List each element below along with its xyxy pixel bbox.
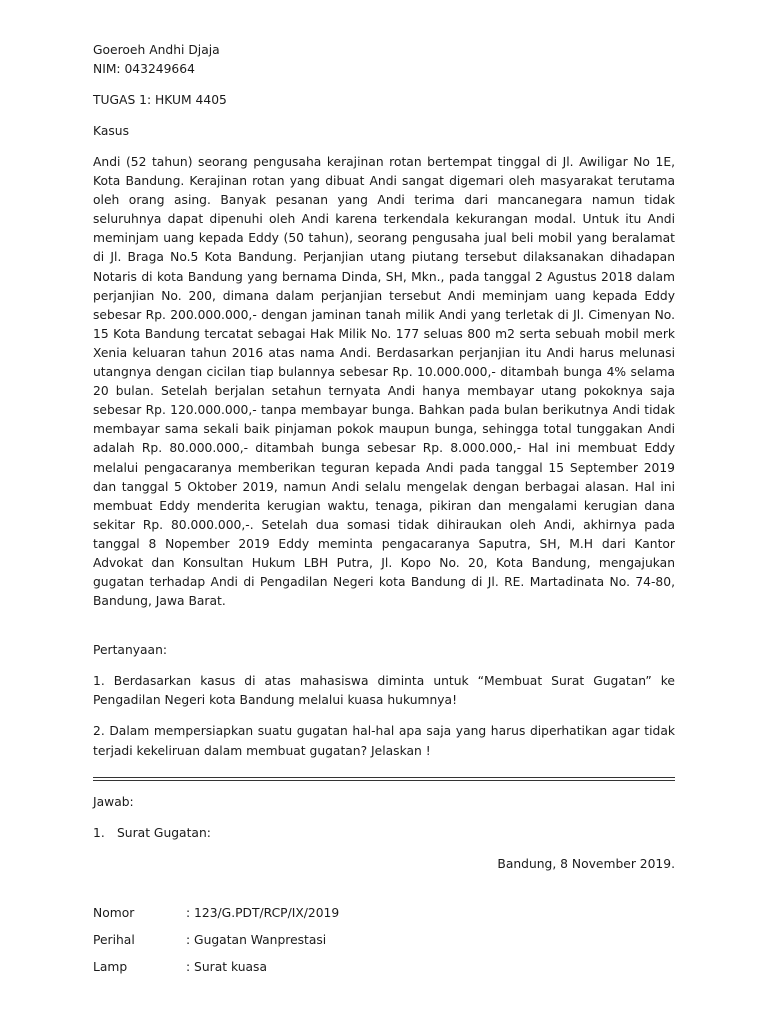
spacer [93, 950, 675, 958]
spacer [93, 110, 675, 122]
spacer [93, 843, 675, 855]
task-title: TUGAS 1: HKUM 4405 [93, 93, 227, 107]
answer-item-title: Surat Gugatan: [117, 825, 211, 840]
meta-row-nomor [93, 904, 675, 923]
document-page [93, 41, 675, 977]
answer-item-1 [93, 824, 675, 843]
letter-date: Bandung, 8 November 2019. [497, 856, 675, 871]
question-1: 1. Berdasarkan kasus di atas mahasiswa diminta untuk “Membuat Surat Gugatan” ke Pengadilan Negeri kota Bandung melalui kuasa hukumnya! [93, 674, 675, 708]
meta-value: : Gugatan Wanprestasi [186, 932, 327, 947]
student-nim: NIM: 043249664 [93, 62, 195, 76]
spacer [93, 710, 675, 722]
question-2: 2. Dalam mempersiapkan suatu gugatan hal-hal apa saja yang harus diperhatikan agar tidak terjadi kekeliruan dalam membuat gugatan? Jelaskan ! [93, 724, 675, 758]
spacer [93, 923, 675, 931]
meta-value: : 123/G.PDT/RCP/IX/2019 [186, 905, 340, 920]
spacer [93, 141, 675, 153]
meta-value: : Surat kuasa [186, 959, 267, 974]
case-heading: Kasus [93, 124, 129, 138]
meta-row-lamp [93, 958, 675, 977]
meta-key: Lamp [93, 959, 128, 974]
answer-heading: Jawab: [93, 794, 134, 809]
case-body: Andi (52 tahun) seorang pengusaha kerajinan rotan bertempat tinggal di Jl. Awiligar No 1E, Kota Bandung. Kerajinan rotan yang dibuat Andi sangat digemari oleh masyarakat terutama oleh orang asing. Banyak pesanan yang Andi terima dari mancanegara namun tidak seluruhnya dapat dipenuhi oleh Andi karena terkendala kekurangan modal. Untuk itu Andi meminjam uang kepada Eddy (50 tahun), seorang pengusaha jual beli mobil yang beralamat di Jl. Braga No.5 Kota Bandung. Perjanjian utang piutang tersebut dilaksanakan dihadapan Notaris di kota Bandung yang bernama Dinda, SH, Mkn., pada tanggal 2 Agustus 2018 dalam perjanjian No. 200, dimana dalam perjanjian tersebut Andi meminjam uang kepada Eddy sebesar Rp. 200.000.000,- dengan jaminan tanah milik Andi yang terletak di Jl. Cimenyan No. 15 Kota Bandung tercatat sebagai Hak Milik No. 177 seluas 800 m2 serta sebuah mobil merk Xenia keluaran tahun 2016 atas nama Andi. Berdasarkan perjanjian itu Andi harus melunasi utangnya dengan cicilan tiap bulannya sebesar Rp. 10.000.000,- ditambah bunga 4% selama 20 bulan. Setelah berjalan setahun ternyata Andi hanya membayar utang pokoknya saja sebesar Rp. 120.000.000,- tanpa membayar bunga. Bahkan pada bulan berikutnya Andi tidak membayar sama sekali baik pinjaman pokok maupun bunga, sehingga total tunggakan Andi adalah Rp. 80.000.000,- ditambah bunga sebesar Rp. 8.000.000,- Hal ini membuat Eddy melalui pengacaranya memberikan teguran kepada Andi pada tanggal 15 September 2019 dan tanggal 5 Oktober 2019, namun Andi selalu mengelak dengan berbagai alasan. Hal ini membuat Eddy menderita kerugian waktu, tenaga, pikiran dan mengalami kerugian dana sekitar Rp. 80.000.000,-. Setelah dua somasi tidak dihiraukan oleh Andi, akhirnya pada tanggal 8 Nopember 2019 Eddy meminta pengacaranya Saputra, SH, M.H dari Kantor Advokat dan Konsultan Hukum LBH Putra, Jl. Kopo No. 20, Kota Bandung, mengajukan gugatan terhadap Andi di Pengadilan Negeri kota Bandung di Jl. RE. Martadinata No. 74-80, Bandung, Jawa Barat. [93, 155, 675, 609]
meta-row-perihal [93, 931, 675, 950]
student-name: Goeroeh Andhi Djaja [93, 43, 220, 57]
spacer [93, 611, 675, 641]
questions-heading: Pertanyaan: [93, 643, 168, 658]
spacer [93, 874, 675, 904]
meta-key: Nomor [93, 905, 135, 920]
spacer [93, 660, 675, 672]
spacer [93, 781, 675, 793]
spacer [93, 79, 675, 91]
meta-key: Perihal [93, 932, 135, 947]
spacer [93, 761, 675, 777]
spacer [93, 812, 675, 824]
answer-item-number: 1. [93, 825, 105, 840]
